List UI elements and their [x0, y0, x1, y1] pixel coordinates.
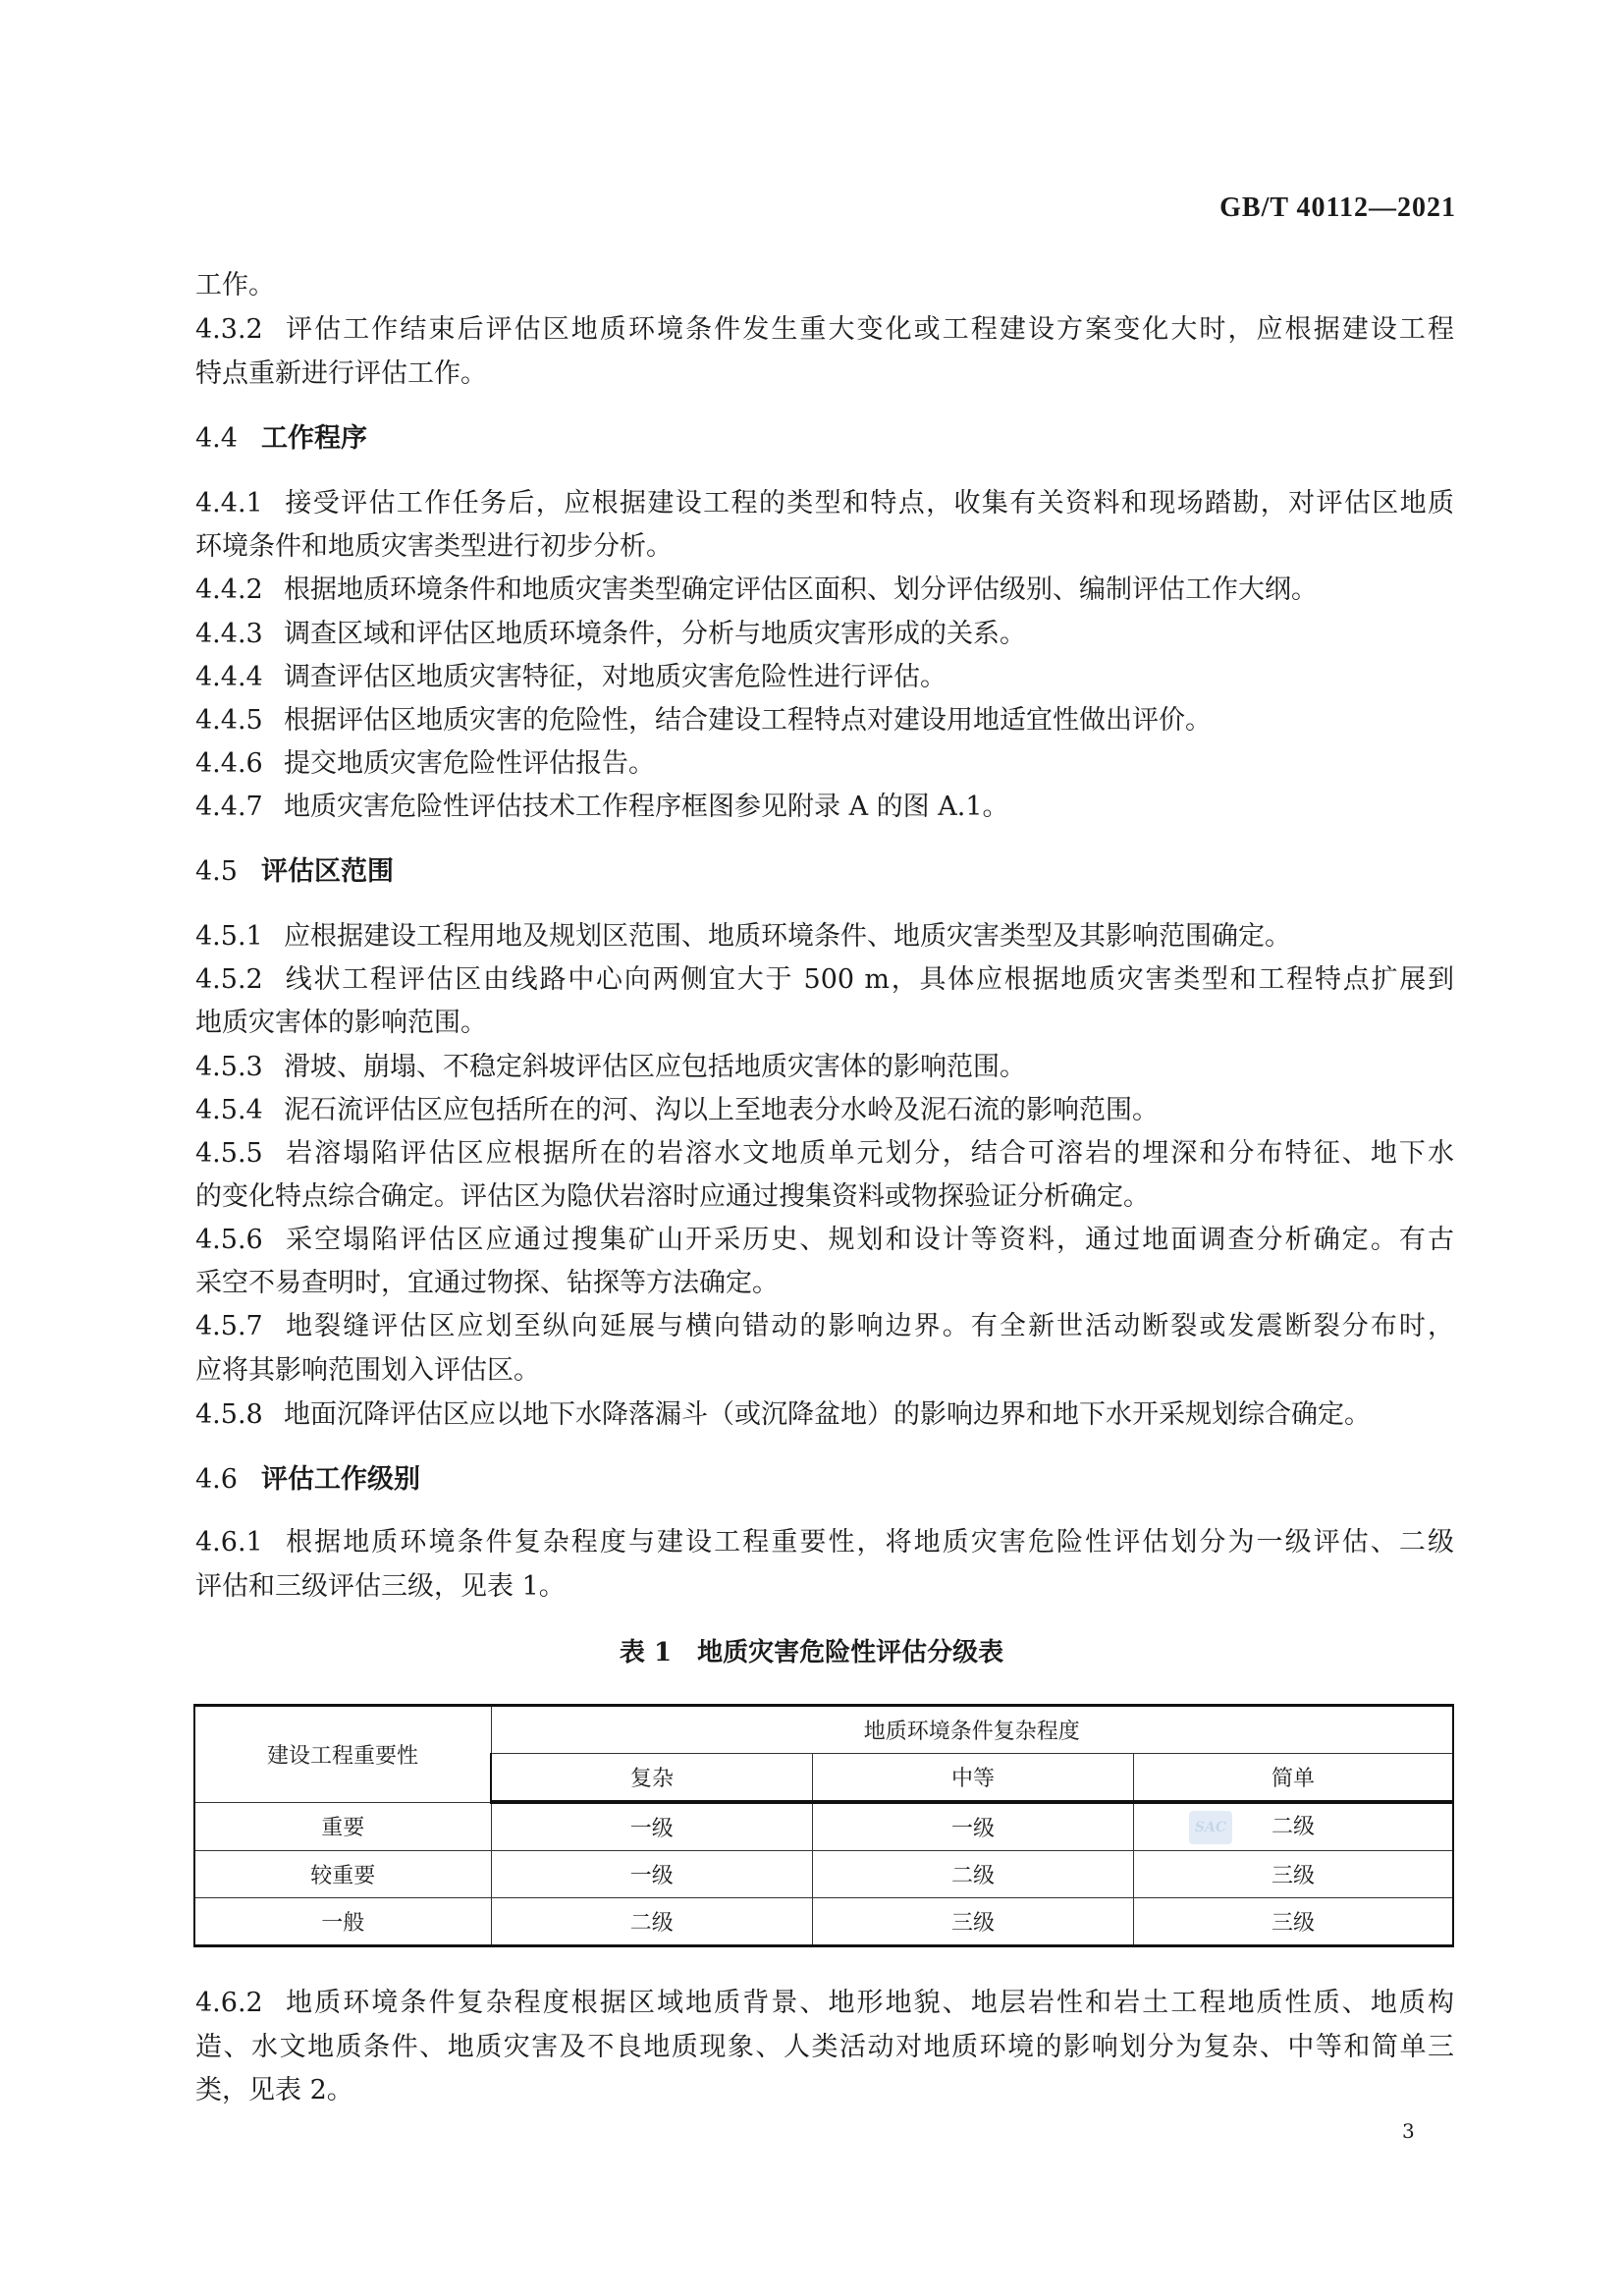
- column-header: 简单: [1134, 1754, 1454, 1803]
- column-header: 中等: [813, 1754, 1134, 1803]
- clause-text: 调查评估区地质灾害特征，对地质灾害危险性进行评估。: [284, 662, 947, 692]
- clause-text: 类，见表 2。: [195, 2075, 353, 2105]
- clause-text: 评估工作结束后评估区地质环境条件发生重大变化或工程建设方案变化大时，应根据建设工程: [284, 314, 1454, 345]
- table-cell: 一级: [491, 1851, 813, 1898]
- clause-text: 采空不易查明时，宜通过物探、钻探等方法确定。: [195, 1268, 779, 1298]
- section-heading-4-5: [195, 850, 1454, 894]
- table-cell: 二级: [813, 1851, 1134, 1898]
- page-number: 3: [1402, 2119, 1415, 2143]
- clause-number: 4.6.2: [195, 1988, 263, 2018]
- section-number: 4.4: [195, 423, 238, 454]
- clause-4-6-2: [195, 1982, 1454, 2025]
- clause-4-5-5: [195, 1132, 1454, 1175]
- section-number: 4.5: [195, 856, 238, 887]
- clause-text: 采空塌陷评估区应通过搜集矿山开采历史、规划和设计等资料，通过地面调查分析确定。有古: [284, 1225, 1454, 1255]
- clause-text: 岩溶塌陷评估区应根据所在的岩溶水文地质单元划分，结合可溶岩的埋深和分布特征、地下水: [284, 1138, 1454, 1169]
- clause-number: 4.5.3: [195, 1052, 263, 1082]
- clause-text: 地质灾害危险性评估技术工作程序框图参见附录 A 的图 A.1。: [284, 792, 1009, 822]
- clause-4-4-4: [195, 656, 1454, 699]
- clause-number: 4.5.8: [195, 1399, 263, 1430]
- clause-4-4-3: [195, 613, 1454, 656]
- section-heading-4-4: [195, 417, 1454, 461]
- clause-number: 4.4.7: [195, 792, 263, 822]
- table-row: [194, 1802, 1453, 1851]
- clause-text: 提交地质灾害危险性评估报告。: [284, 748, 655, 779]
- section-number: 4.6: [195, 1464, 238, 1495]
- standard-code-header: GB/T 40112—2021: [1219, 192, 1456, 223]
- clause-text: 地质环境条件复杂程度根据区域地质背景、地形地貌、地层岩性和岩土工程地质性质、地质构: [284, 1988, 1454, 2018]
- clause-number: 4.5.6: [195, 1225, 263, 1255]
- clause-text: 应将其影响范围划入评估区。: [195, 1355, 540, 1386]
- clause-4-4-5: [195, 699, 1454, 742]
- clause-text: 应根据建设工程用地及规划区范围、地质环境条件、地质灾害类型及其影响范围确定。: [284, 921, 1291, 952]
- clause-text: 环境条件和地质灾害类型进行初步分析。: [195, 531, 673, 562]
- clause-text: 滑坡、崩塌、不稳定斜坡评估区应包括地质灾害体的影响范围。: [284, 1052, 1026, 1082]
- row-label: 重要: [194, 1802, 491, 1851]
- clause-text: 地面沉降评估区应以地下水降落漏斗（或沉降盆地）的影响边界和地下水开采规划综合确定。: [284, 1399, 1371, 1430]
- clause-number: 4.5.4: [195, 1095, 263, 1125]
- clause-text: 调查区域和评估区地质环境条件，分析与地质灾害形成的关系。: [284, 619, 1026, 649]
- sac-watermark-logo: SAC: [1189, 1811, 1232, 1844]
- table-cell: 三级: [1134, 1898, 1454, 1946]
- clause-text: 的变化特点综合确定。评估区为隐伏岩溶时应通过搜集资料或物探验证分析确定。: [195, 1181, 1150, 1212]
- clause-4-5-6: [195, 1219, 1454, 1262]
- clause-text: 造、水文地质条件、地质灾害及不良地质现象、人类活动对地质环境的影响划分为复杂、中等和简单三: [195, 2032, 1454, 2062]
- clause-number: 4.3.2: [195, 314, 263, 345]
- clause-text: 根据评估区地质灾害的危险性，结合建设工程特点对建设用地适宜性做出评价。: [284, 705, 1212, 736]
- clause-4-4-1: [195, 482, 1454, 525]
- clause-4-5-8: [195, 1394, 1454, 1437]
- clause-4-3-2: [195, 308, 1454, 352]
- clause-number: 4.4.4: [195, 662, 263, 692]
- table-cell: 二级: [491, 1898, 813, 1946]
- clause-4-5-7: [195, 1305, 1454, 1348]
- clause-number: 4.4.1: [195, 488, 263, 519]
- clause-text: 泥石流评估区应包括所在的河、沟以上至地表分水岭及泥石流的影响范围。: [284, 1095, 1159, 1125]
- table-cell: 三级: [813, 1898, 1134, 1946]
- clause-text: 根据地质环境条件复杂程度与建设工程重要性，将地质灾害危险性评估划分为一级评估、二级: [284, 1527, 1454, 1558]
- clause-4-5-4: [195, 1089, 1454, 1132]
- clause-number: 4.4.6: [195, 748, 263, 779]
- section-title: 评估工作级别: [261, 1464, 420, 1495]
- section-title: 评估区范围: [261, 856, 394, 887]
- clause-text: 特点重新进行评估工作。: [195, 358, 487, 389]
- clause-4-4-2: [195, 569, 1454, 612]
- clause-4-4-6: [195, 742, 1454, 786]
- table-cell: 一级: [813, 1802, 1134, 1851]
- clause-number: 4.4.5: [195, 705, 263, 736]
- grading-table: [193, 1704, 1454, 1947]
- clause-text: 地质灾害体的影响范围。: [195, 1008, 487, 1038]
- column-header: 复杂: [491, 1754, 813, 1803]
- table-cell: 三级: [1134, 1851, 1454, 1898]
- continuation-text: 工作。: [195, 270, 275, 301]
- clause-number: 4.5.5: [195, 1138, 263, 1169]
- clause-text: 地裂缝评估区应划至纵向延展与横向错动的影响边界。有全新世活动断裂或发震断裂分布时，: [284, 1311, 1454, 1341]
- clause-4-4-7: [195, 786, 1454, 829]
- section-title: 工作程序: [261, 423, 367, 454]
- clause-text: 评估和三级评估三级，见表 1。: [195, 1571, 566, 1602]
- table-cell: [1134, 1802, 1454, 1851]
- clause-number: 4.4.2: [195, 574, 263, 605]
- table-row: [194, 1898, 1453, 1946]
- row-label: 一般: [194, 1898, 491, 1946]
- clause-text: 根据地质环境条件和地质灾害类型确定评估区面积、划分评估级别、编制评估工作大纲。: [284, 574, 1318, 605]
- section-heading-4-6: [195, 1458, 1454, 1502]
- table-row: [194, 1851, 1453, 1898]
- clause-4-6-1: [195, 1521, 1454, 1564]
- clause-number: 4.5.2: [195, 964, 263, 995]
- clause-4-5-3: [195, 1046, 1454, 1089]
- clause-number: 4.4.3: [195, 619, 263, 649]
- clause-4-5-2: [195, 958, 1454, 1002]
- clause-text: 线状工程评估区由线路中心向两侧宜大于 500 m，具体应根据地质灾害类型和工程特点扩展到: [284, 964, 1454, 995]
- clause-number: 4.6.1: [195, 1527, 263, 1558]
- row-label: 较重要: [194, 1851, 491, 1898]
- cell-value: 二级: [1271, 1815, 1315, 1839]
- group-header-cell: 地质环境条件复杂程度: [491, 1706, 1453, 1754]
- clause-4-5-1: [195, 915, 1454, 958]
- table-title: 表 1 地质灾害危险性评估分级表: [619, 1638, 1004, 1667]
- clause-number: 4.5.1: [195, 921, 263, 952]
- clause-text: 接受评估工作任务后，应根据建设工程的类型和特点，收集有关资料和现场踏勘，对评估区地质: [284, 488, 1454, 519]
- clause-number: 4.5.7: [195, 1311, 263, 1341]
- table-cell: 一级: [491, 1802, 813, 1851]
- row-header-cell: 建设工程重要性: [194, 1706, 491, 1803]
